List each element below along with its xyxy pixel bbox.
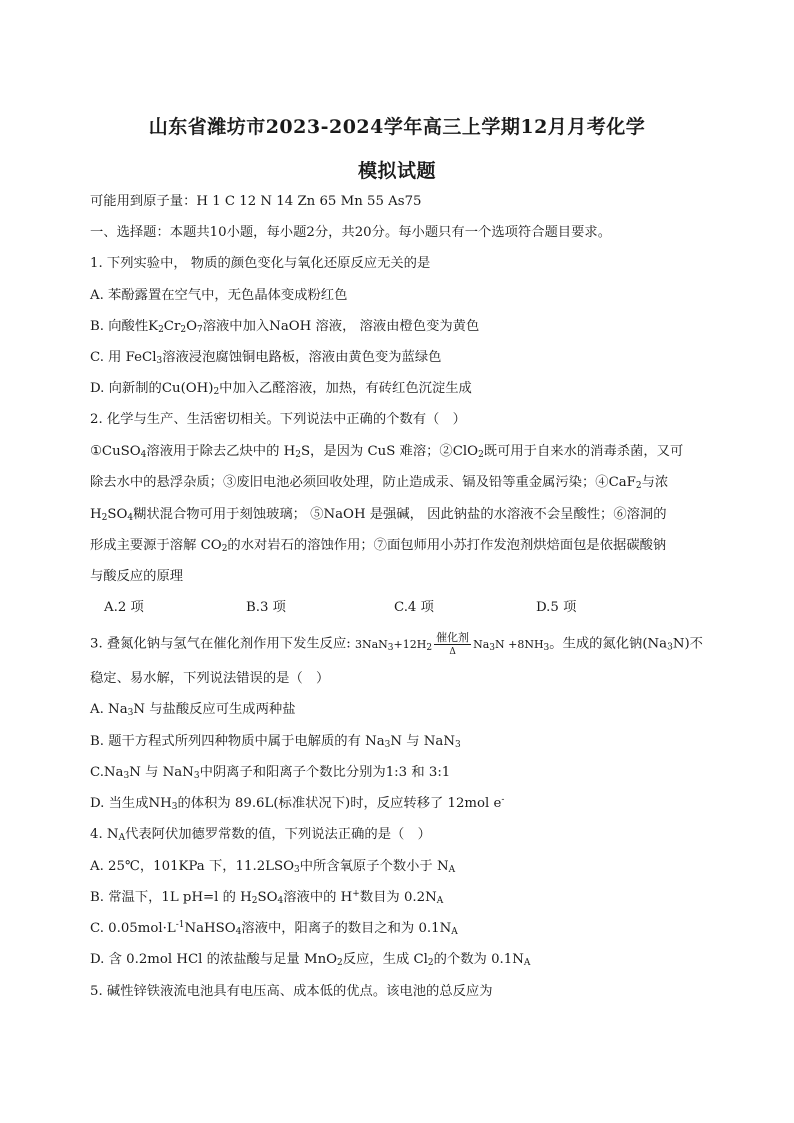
q1-option-b: B. 向酸性$K_2Cr_2O_7$溶液中加入NaOH 溶液， 溶液由橙色变为黄色: [90, 319, 480, 335]
q3-stem-line-2: 稳定、易水解，下列说法错误的是（ ）: [90, 671, 330, 686]
q2-option-d: D.5 项: [536, 600, 577, 615]
section-heading: 一、选择题：本题共10小题，每小题2分，共20分。每小题只有一个选项符合题目要求。: [90, 225, 611, 240]
q4-option-c: C. $0.05mol\cdot L^{-1}NaHSO_4$溶液中，阳离子的数目之和为 $0.1N_A$: [90, 920, 458, 937]
q2-statement-line-5: 与酸反应的原理: [90, 569, 184, 584]
atomic-mass-line: 可能用到原子量：H 1 C 12 N 14 Zn 65 Mn 55 As75: [90, 194, 422, 209]
q4-option-b: B. 常温下，1L pH=l 的 $H_2SO_4$溶液中的 H+数目为 $0.2N_A$: [90, 889, 444, 906]
q2-stem: 2. 化学与生产、生活密切相关。下列说法中正确的个数有（ ）: [90, 412, 466, 427]
q1-option-c: C. 用 FeCl$_3$溶液浸泡腐蚀铜电路板，溶液由黄色变为蓝绿色: [90, 350, 442, 366]
q2-statement-line-2: 除去水中的悬浮杂质；③废旧电池必须回收处理，防止造成汞、镉及铅等重金属污染；④CaF$_2$与浓: [90, 475, 669, 491]
q3-option-b: B. 题干方程式所列四种物质中属于电解质的有 $Na_3N$ 与 NaN$_3$: [90, 734, 461, 750]
q2-option-b: B.3 项: [246, 600, 286, 615]
q3-option-c: $C.Na_3N$ 与 NaN$_3$中阴离子和阳离子个数比分别为1:3 和 3:1: [90, 765, 451, 781]
q2-statement-line-3: $H_2SO_4$糊状混合物可用于刻蚀玻璃； ⑤NaOH 是强碱， 因此钠盐的水溶液不会呈酸性；⑥溶洞的: [90, 507, 667, 523]
reaction-condition: $\frac{\text{催化剂}}{\Delta}$: [436, 631, 470, 657]
q2-option-c: C.4 项: [394, 600, 434, 615]
q1-option-a: A. 苯酚露置在空气中，无色晶体变成粉红色: [90, 288, 348, 303]
q2-statement-line-4: 形成主要源于溶解 $CO_2$的水对岩石的溶蚀作用；⑦面包师用小苏打作发泡剂烘焙面包是依据碳酸钠: [90, 538, 667, 554]
q2-option-a: A.2 项: [104, 600, 144, 615]
q4-option-a: A. 25℃，101KPa 下，$11.2LSO_3$中所含氧原子个数小于 $N_A$: [90, 859, 456, 875]
q3-stem-line-1: 3. 叠氮化钠与氢气在催化剂作用下发生反应: $3NaN_3+12H_2$ $\frac{\text{催化剂}}{\Delta}$ $Na_3N +8NH_3$。生成的氮化钠$(Na_3N)$不: [90, 631, 703, 657]
exam-subtitle: 模拟试题: [357, 160, 436, 182]
q2-statement-line-1: ①CuSO$_4$溶液用于除去乙炔中的 $H_2S$，是因为 CuS 难溶；②ClO$_2$既可用于自来水的消毒杀菌，又可: [90, 444, 684, 460]
q1-stem: 1. 下列实验中， 物质的颜色变化与氧化还原反应无关的是: [90, 256, 431, 271]
q1-option-d: D. 向新制的$Cu(OH)_2$中加入乙醛溶液，加热，有砖红色沉淀生成: [90, 381, 472, 397]
q3-option-d: D. 当生成$NH_3$的体积为 89.6L(标准状况下)时，反应转移了 12mol e-: [90, 795, 505, 812]
q3-equation: $3NaN_3+12H_2$ $\frac{\text{催化剂}}{\Delta}$ $Na_3N +8NH_3$: [354, 631, 550, 657]
q4-stem: 4. $N_A$代表阿伏加德罗常数的值，下列说法正确的是（ ）: [90, 827, 431, 843]
q3-option-a: A. $Na_3N$ 与盐酸反应可生成两种盐: [90, 702, 296, 718]
q5-stem: 5. 碱性锌铁液流电池具有电压高、成本低的优点。该电池的总反应为: [90, 984, 493, 999]
exam-title: 山东省潍坊市2023-2024学年高三上学期12月月考化学: [148, 116, 646, 138]
q4-option-d: D. 含 0.2mol HCl 的浓盐酸与足量 MnO$_2$反应，生成 $Cl_2$的个数为 $0.1N_A$: [90, 952, 531, 968]
